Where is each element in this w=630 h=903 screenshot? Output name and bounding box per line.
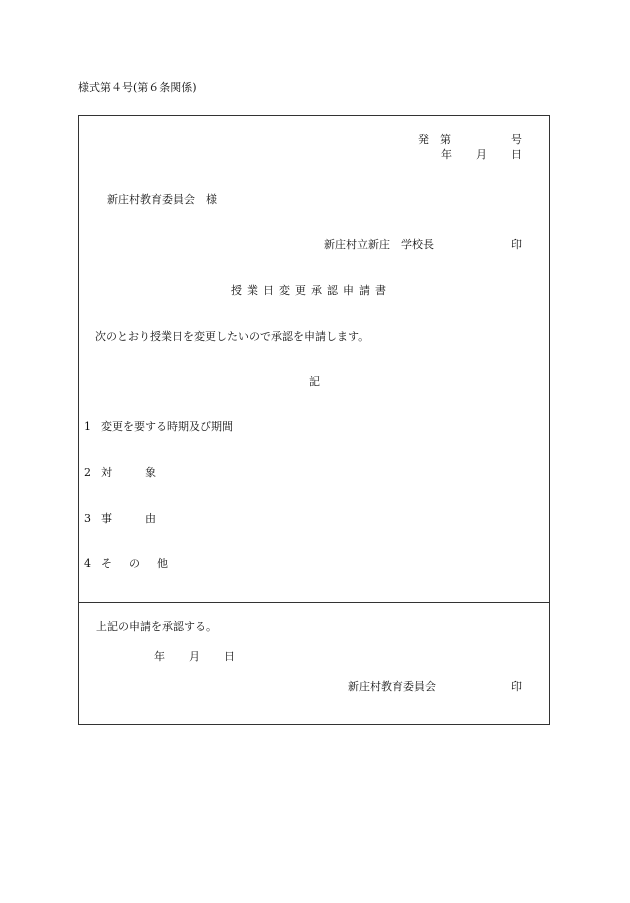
item-label: そ の 他	[101, 557, 171, 570]
approval-authority: 新庄村教育委員会	[348, 680, 436, 693]
date-year: 年	[441, 148, 452, 161]
applicant-name: 新庄村立新庄 学校長	[324, 238, 434, 251]
form-title: 授業日変更承認申請書	[231, 284, 391, 297]
form-label: 様式第４号(第６条関係)	[78, 81, 197, 94]
item-number: 3	[84, 512, 91, 525]
addressee: 新庄村教育委員会 様	[107, 193, 217, 206]
item-label: 事 由	[101, 512, 156, 525]
item-label: 対 象	[101, 466, 156, 479]
doc-number-suffix: 号	[511, 133, 522, 146]
doc-number-prefix: 発 第	[418, 133, 451, 146]
item-number: 2	[84, 466, 91, 479]
approval-seal: 印	[511, 680, 522, 693]
item-number: 1	[84, 420, 91, 433]
application-section	[78, 115, 550, 603]
intro-text: 次のとおり授業日を変更したいので承認を申請します。	[95, 330, 370, 343]
approval-text: 上記の申請を承認する。	[96, 620, 217, 633]
item-number: 4	[84, 557, 91, 570]
approval-date-month: 月	[189, 650, 200, 663]
approval-date-year: 年	[154, 650, 165, 663]
ki-heading: 記	[309, 375, 320, 388]
approval-date-day: 日	[224, 650, 235, 663]
item-label: 変更を要する時期及び期間	[101, 420, 233, 433]
date-month: 月	[476, 148, 487, 161]
date-day: 日	[511, 148, 522, 161]
applicant-seal: 印	[511, 238, 522, 251]
